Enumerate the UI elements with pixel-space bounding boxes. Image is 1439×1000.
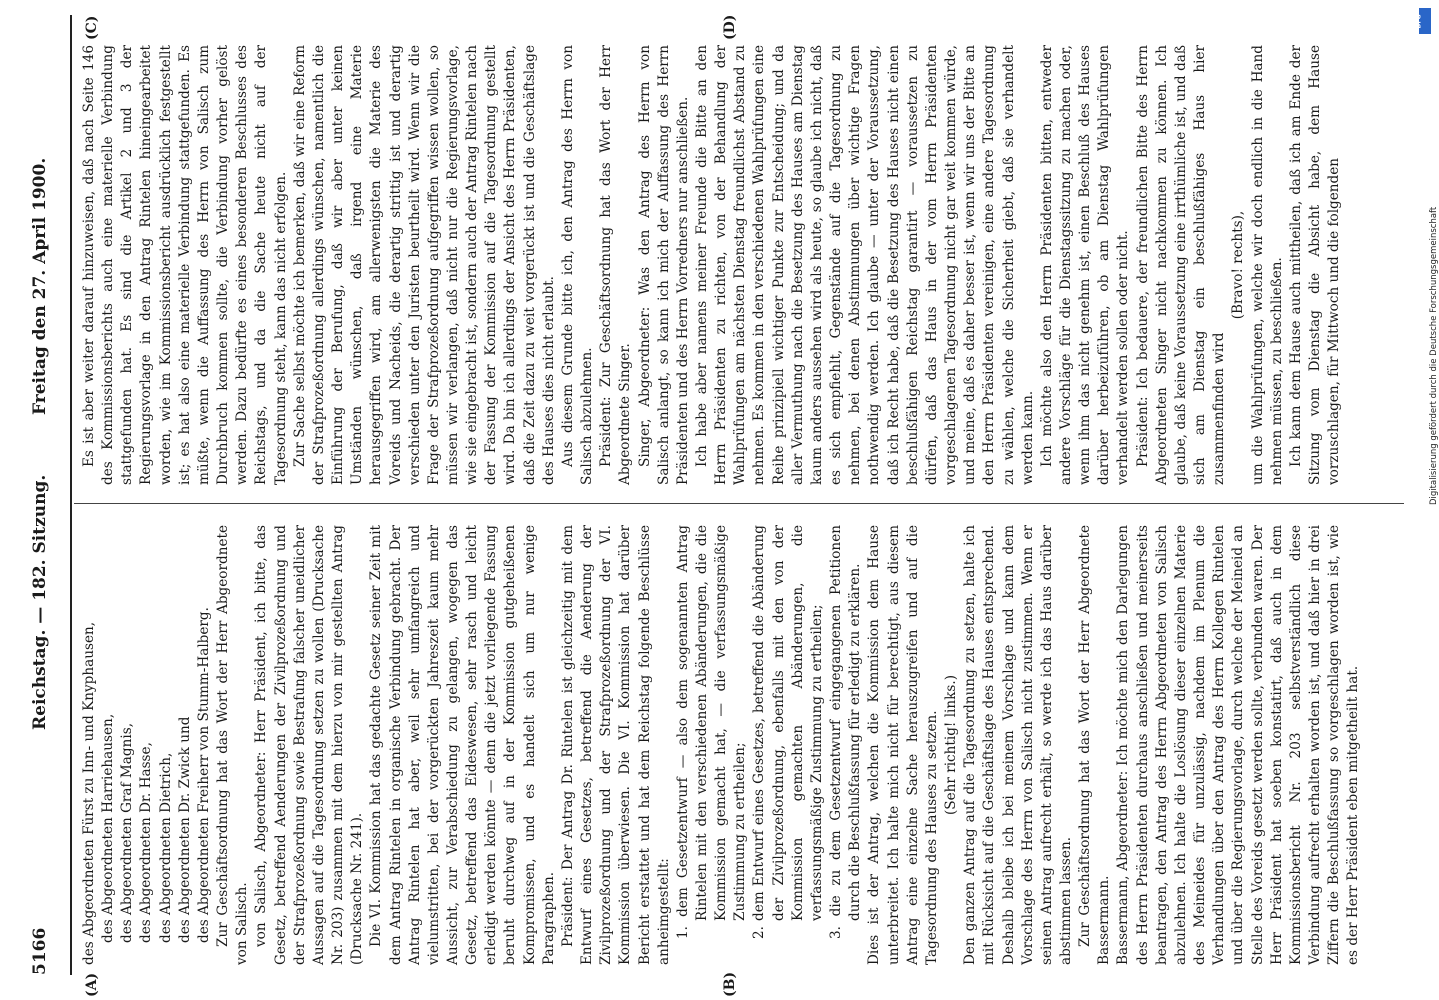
paragraph: Präsident: Ich bedauere, der freundlichen Bitte des Herrn Abgeordneten Singer nicht nachkommen zu können. Ich glaube, daß keine Voraussetzung eine irrthümliche ist, und daß sich am Dienstag ein beschlußfähiges Haus hier zusammenfinden wird — [1134, 45, 1228, 485]
header-rule — [70, 15, 72, 975]
margin-mark-d: (D) — [722, 14, 738, 40]
paragraph: des Abgeordneten Graf Magnis, — [119, 722, 136, 943]
paragraph: Ich habe aber namens meiner Freunde die Bitte an den Herrn Präsidenten zu richten, von der Behandlung der Wahlprüfungen am nächsten Dienstag freundlichst Abstand zu nehmen. Es kommen in den verschiedenen Wahlprüfungen eine Reihe prinzipiell wichtiger Punkte zur Entscheidung; und da aller Vermuthung nach die Besetzung des Hauses am Dienstag kaum anders aussehen wird als heute, so glaube ich nicht, daß es sich empfiehlt, Gegenstände auf die Tagesordnung zu nehmen, bei denen Abstimmungen über wichtige Fragen nothwendig werden. Ich glaube — unter der Voraussetzung, daß ich Recht habe, daß die Besetzung des Hauses nicht einen beschlußfähigen Reichstag garantirt — voraussetzen zu dürfen, daß das Haus in der vom Herrn Präsidenten vorgeschlagenen Tagesordnung nicht gar weit kommen würde, und meine, daß es daher besser ist, wenn wir uns der Bitte an den Herrn Präsidenten vereinigen, eine andere Tagesordnung zu wählen, welche die Sicherheit giebt, daß sie verhandelt werden kann. — [694, 45, 1036, 485]
paragraph: Zur Sache selbst möchte ich bemerken, daß wir eine Reform der Strafprozeßordnung allerdings wünschen, namentlich die Einführung der Berufung, daß wir aber unter keinen Umständen wünschen, daß irgend eine Materie herausgegriffen wird, am allerwenigsten die Materie des Voreids und Nacheids, die derartig strittig ist und derartig verschieden unter den Juristen beurtheilt wird. Wenn wir die Frage der Strafprozeßordnung aufgegriffen wissen wollen, so müssen wir verlangen, daß nicht nur die Regierungsvorlage, wie sie eingebracht ist, sondern auch der Antrag Rintelen nach der Fassung der Kommission auf die Tagesordnung gestellt wird. Da bin ich allerdings der Ansicht des Herrn Präsidenten, daß die Zeit dazu zu weit vorgerückt ist und die Geschäftslage des Hauses dies nicht erlaubt. — [291, 45, 557, 485]
paragraph: des Abgeordneten Harriehausen, — [100, 713, 117, 943]
paragraph: des Abgeordneten Dietrich, — [157, 752, 174, 943]
paragraph: Den ganzen Antrag auf die Tagesordnung zu setzen, halte ich mit Rücksicht auf die Geschäftslage des Hauses entsprechend. Deshalb bleibe ich bei meinem Vorschlage und kann dem Vorschlage des Herrn von Salisch nicht zustimmen. Wenn er seinen Antrag aufrecht erhält, so werde ich das Haus darüber abstimmen lassen. — [962, 525, 1074, 965]
paragraph: Zur Geschäftsordnung hat das Wort der Herr Abgeordnete Bassermann. — [1077, 525, 1113, 965]
paragraph: des Abgeordneten Fürst zu Inn- und Knyphausen, — [81, 621, 97, 965]
paragraph: Zur Geschäftsordnung hat das Wort der Herr Abgeordnete von Salisch. — [215, 525, 251, 965]
paragraph: Singer, Abgeordneter: Was den Antrag des Herrn von Salisch anlangt, so kann ich mich der Auffassung des Herrn Präsidenten und des Herrn Vorredners nur anschließen. — [636, 45, 691, 485]
dfg-logo: DFG — [1419, 8, 1431, 34]
column-divider — [74, 503, 1404, 504]
paragraph: Präsident: Der Antrag Dr. Rintelen ist gleichzeitig mit dem Entwurf eines Gesetzes, betreffend die Aenderung der Zivilprozeßordnung und der Strafprozeßordnung der VI. Kommission überwiesen. Die VI. Kommission hat darüber Bericht erstattet und hat dem Reichstag folgende Beschlüsse anheimgestellt: — [559, 525, 672, 965]
right-text-column — [80, 45, 1344, 485]
page-number: 5166 — [30, 927, 50, 975]
paragraph: Präsident: Zur Geschäftsordnung hat das Wort der Herr Abgeordnete Singer. — [598, 45, 634, 485]
paragraph: 3. die zu dem Gesetzentwurf eingegangenen Petitionen durch die Beschlußfassung für erledigt zu erklären. — [828, 525, 864, 939]
paragraph: 2. dem Entwurf eines Gesetzes, betreffend die Abänderung der Zivilprozeßordnung, ebenfalls mit den von der Kommission gemachten Abänderungen, die verfassungsmäßige Zustimmung zu ertheilen; — [751, 525, 825, 939]
paragraph: des Abgeordneten Dr. Zwick und — [176, 716, 193, 943]
margin-mark-b: (B) — [722, 971, 738, 997]
paragraph: Dies ist der Antrag, welchen die Kommission dem Hause unterbreitet. Ich halte mich nicht für berechtigt, aus diesem Antrag eine einzelne Sache herauszugreifen und auf die Tagesordnung des Hauses zu setzen. — [866, 525, 940, 965]
paragraph: Ich möchte also den Herrn Präsidenten bitten, entweder andere Vorschläge für die Dienstagssitzung zu machen oder, wenn ihm das nicht genehm ist, einen Beschluß des Hauses darüber herbeizuführen, ob am Dienstag Wahlprüfungen verhandelt werden sollen oder nicht. — [1038, 45, 1132, 485]
paragraph: Bassermann, Abgeordneter: Ich möchte mich den Darlegungen des Herrn Präsidenten durchaus anschließen und meinerseits beantragen, den Antrag des Herrn Abgeordneten von Salisch abzulehnen. Ich halte die Loslösung dieser einzelnen Materie des Meineides für unzulässig, nachdem im Plenum die Verhandlungen über den Antrag des Herrn Kollegen Rintelen und über die Regierungsvorlage, durch welche der Meineid an Stelle des Voreids gesetzt werden sollte, verbunden waren. Der Herr Präsident hat soeben konstatirt, daß auch in dem Kommissionsbericht Nr. 203 selbstverständlich diese Verbindung aufrecht erhalten worden ist, und daß hier in drei Ziffern die Beschlußfassung so vorgeschlagen worden ist, wie es der Herr Präsident eben mitgetheilt hat. — [1115, 525, 1362, 965]
paragraph: des Abgeordneten Dr. Hasse, — [138, 742, 155, 943]
paragraph: (Bravo! rechts), — [1230, 210, 1247, 320]
rotated-document-page — [22, 14, 1412, 997]
paragraph: (Sehr richtig! links.) — [943, 674, 960, 816]
left-text-column — [80, 525, 1363, 965]
paragraph: Die VI. Kommission hat das gedachte Gesetz seiner Zeit mit dem Antrag Rintelen in organische Verbindung gebracht. Der Antrag Rintelen hat aber, weil sehr umfangreich und vielumstritten, bei der vorgerückten Jahreszeit kaum mehr Aussicht, zur Verabschiedung zu gelangen, wogegen das Gesetz, betreffend das Eideswesen, sehr rasch und leicht erledigt werden könnte — denn die jetzt vorliegende Fassung beruht durchweg auf in der Kommission gutgeheißenen Kompromissen, und es handelt sich um nur wenige Paragraphen. — [368, 525, 557, 965]
digitization-sidebar — [1415, 0, 1439, 1000]
paragraph: des Abgeordneten Freiherr von Stumm-Halberg. — [195, 607, 212, 943]
running-head-date: Freitag den 27. April 1900. — [30, 157, 50, 415]
digitization-note: Digitalisierung gefördert durch die Deutsche Forschungsgemeinschaft — [1429, 206, 1439, 505]
margin-mark-c: (C) — [84, 15, 100, 40]
paragraph: 1. dem Gesetzentwurf — also dem sogenannten Antrag Rintelen mit den verschiedenen Abänderungen, die die Kommission gemacht hat, — die verfassungsmäßige Zustimmung zu ertheilen; — [674, 525, 749, 939]
paragraph: Ich kann dem Hause auch mittheilen, daß ich am Ende der Sitzung vom Dienstag die Absicht habe, dem Hause vorzuschlagen, für Mittwoch und die folgenden — [1287, 45, 1343, 485]
margin-mark-a: (A) — [84, 972, 100, 997]
paragraph: Aus diesem Grunde bitte ich, den Antrag des Herrn von Salisch abzulehnen. — [559, 45, 596, 485]
paragraph: von Salisch, Abgeordneter: Herr Präsident, ich bitte, das Gesetz, betreffend Aenderungen der Zivilprozeßordnung und der Strafprozeßordnung sowie Bestrafung falscher uneidlicher Aussagen auf die Tagesordnung setzen zu wollen (Drucksache Nr. 203) zusammen mit dem hierzu von mir gestellten Antrag (Drucksache Nr. 241). — [253, 525, 366, 965]
running-head-session: Reichstag. — 182. Sitzung. — [30, 474, 50, 730]
paragraph: um die Wahlprüfungen, welche wir doch endlich in die Hand nehmen müssen, zu beschließen. — [1249, 45, 1285, 485]
paragraph: Es ist aber weiter darauf hinzuweisen, daß nach Seite 146 des Kommissionsberichts auch eine materielle Verbindung stattgefunden hat. Es sind die Artikel 2 und 3 der Regierungsvorlage in den Antrag Rintelen hineingearbeitet worden, wie im Kommissionsbericht ausdrücklich festgestellt ist; es hat also eine materielle Verbindung stattgefunden. Es müßte, wenn die Auffassung des Herrn von Salisch zum Durchbruch kommen sollte, die Verbindung vorher gelöst werden. Dazu bedürfte es eines besonderen Beschlusses des Reichstags, und da die Sache heute nicht auf der Tagesordnung steht, kann das nicht erfolgen. — [81, 45, 289, 485]
